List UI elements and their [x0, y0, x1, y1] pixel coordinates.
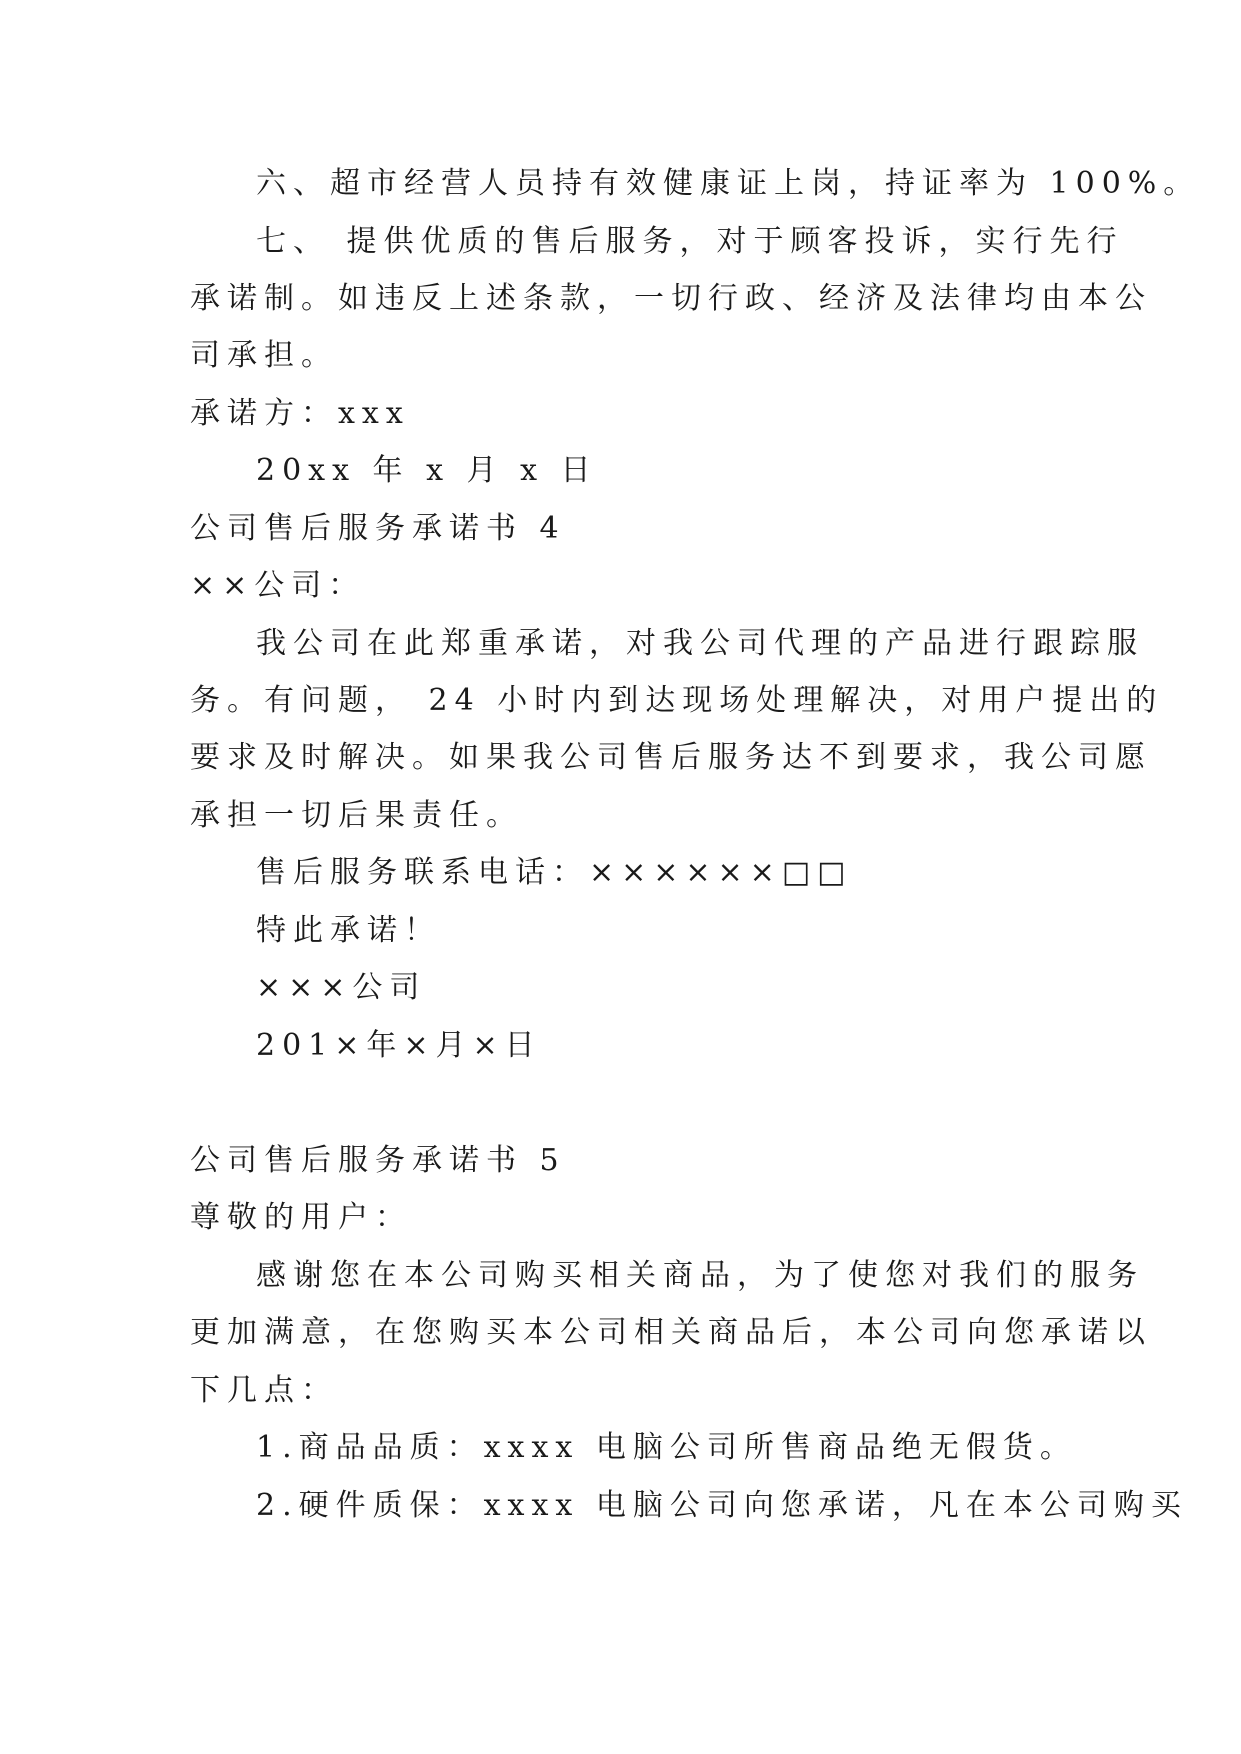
section-title: 公司售后服务承诺书 5: [190, 1143, 566, 1178]
signatory-line: ×××公司: [256, 970, 427, 1005]
paragraph-line: 七、 提供优质的售后服务，对于顾客投诉，实行先行: [256, 224, 1124, 259]
salutation-line: 尊敬的用户：: [190, 1200, 412, 1235]
contact-line: 售后服务联系电话：××××××□□: [256, 855, 853, 890]
paragraph-line: 承担一切后果责任。: [190, 798, 523, 833]
paragraph-line: 六、超市经营人员持有效健康证上岗，持证率为 100%。: [256, 166, 1201, 201]
list-item: 2.硬件质保：xxxx 电脑公司向您承诺，凡在本公司购买: [256, 1488, 1188, 1523]
date-line: 201×年×月×日: [256, 1028, 542, 1063]
section-title: 公司售后服务承诺书 4: [190, 511, 566, 546]
paragraph-line: 司承担。: [190, 338, 338, 373]
signatory-line: 承诺方：xxx: [190, 396, 410, 431]
paragraph-line: 我公司在此郑重承诺，对我公司代理的产品进行跟踪服: [256, 626, 1144, 661]
date-line: 20xx 年 x 月 x 日: [256, 453, 598, 488]
paragraph-line: 要求及时解决。如果我公司售后服务达不到要求，我公司愿: [190, 740, 1152, 775]
paragraph-line: 更加满意，在您购买本公司相关商品后，本公司向您承诺以: [190, 1315, 1152, 1350]
salutation-line: ××公司：: [190, 568, 366, 603]
paragraph-line: 承诺制。如违反上述条款，一切行政、经济及法律均由本公: [190, 281, 1152, 316]
closing-line: 特此承诺！: [256, 913, 441, 948]
paragraph-line: 务。有问题， 24 小时内到达现场处理解决，对用户提出的: [190, 683, 1164, 718]
list-item: 1.商品品质：xxxx 电脑公司所售商品绝无假货。: [256, 1430, 1077, 1465]
paragraph-line: 下几点：: [190, 1373, 338, 1408]
paragraph-line: 感谢您在本公司购买相关商品，为了使您对我们的服务: [256, 1258, 1144, 1293]
